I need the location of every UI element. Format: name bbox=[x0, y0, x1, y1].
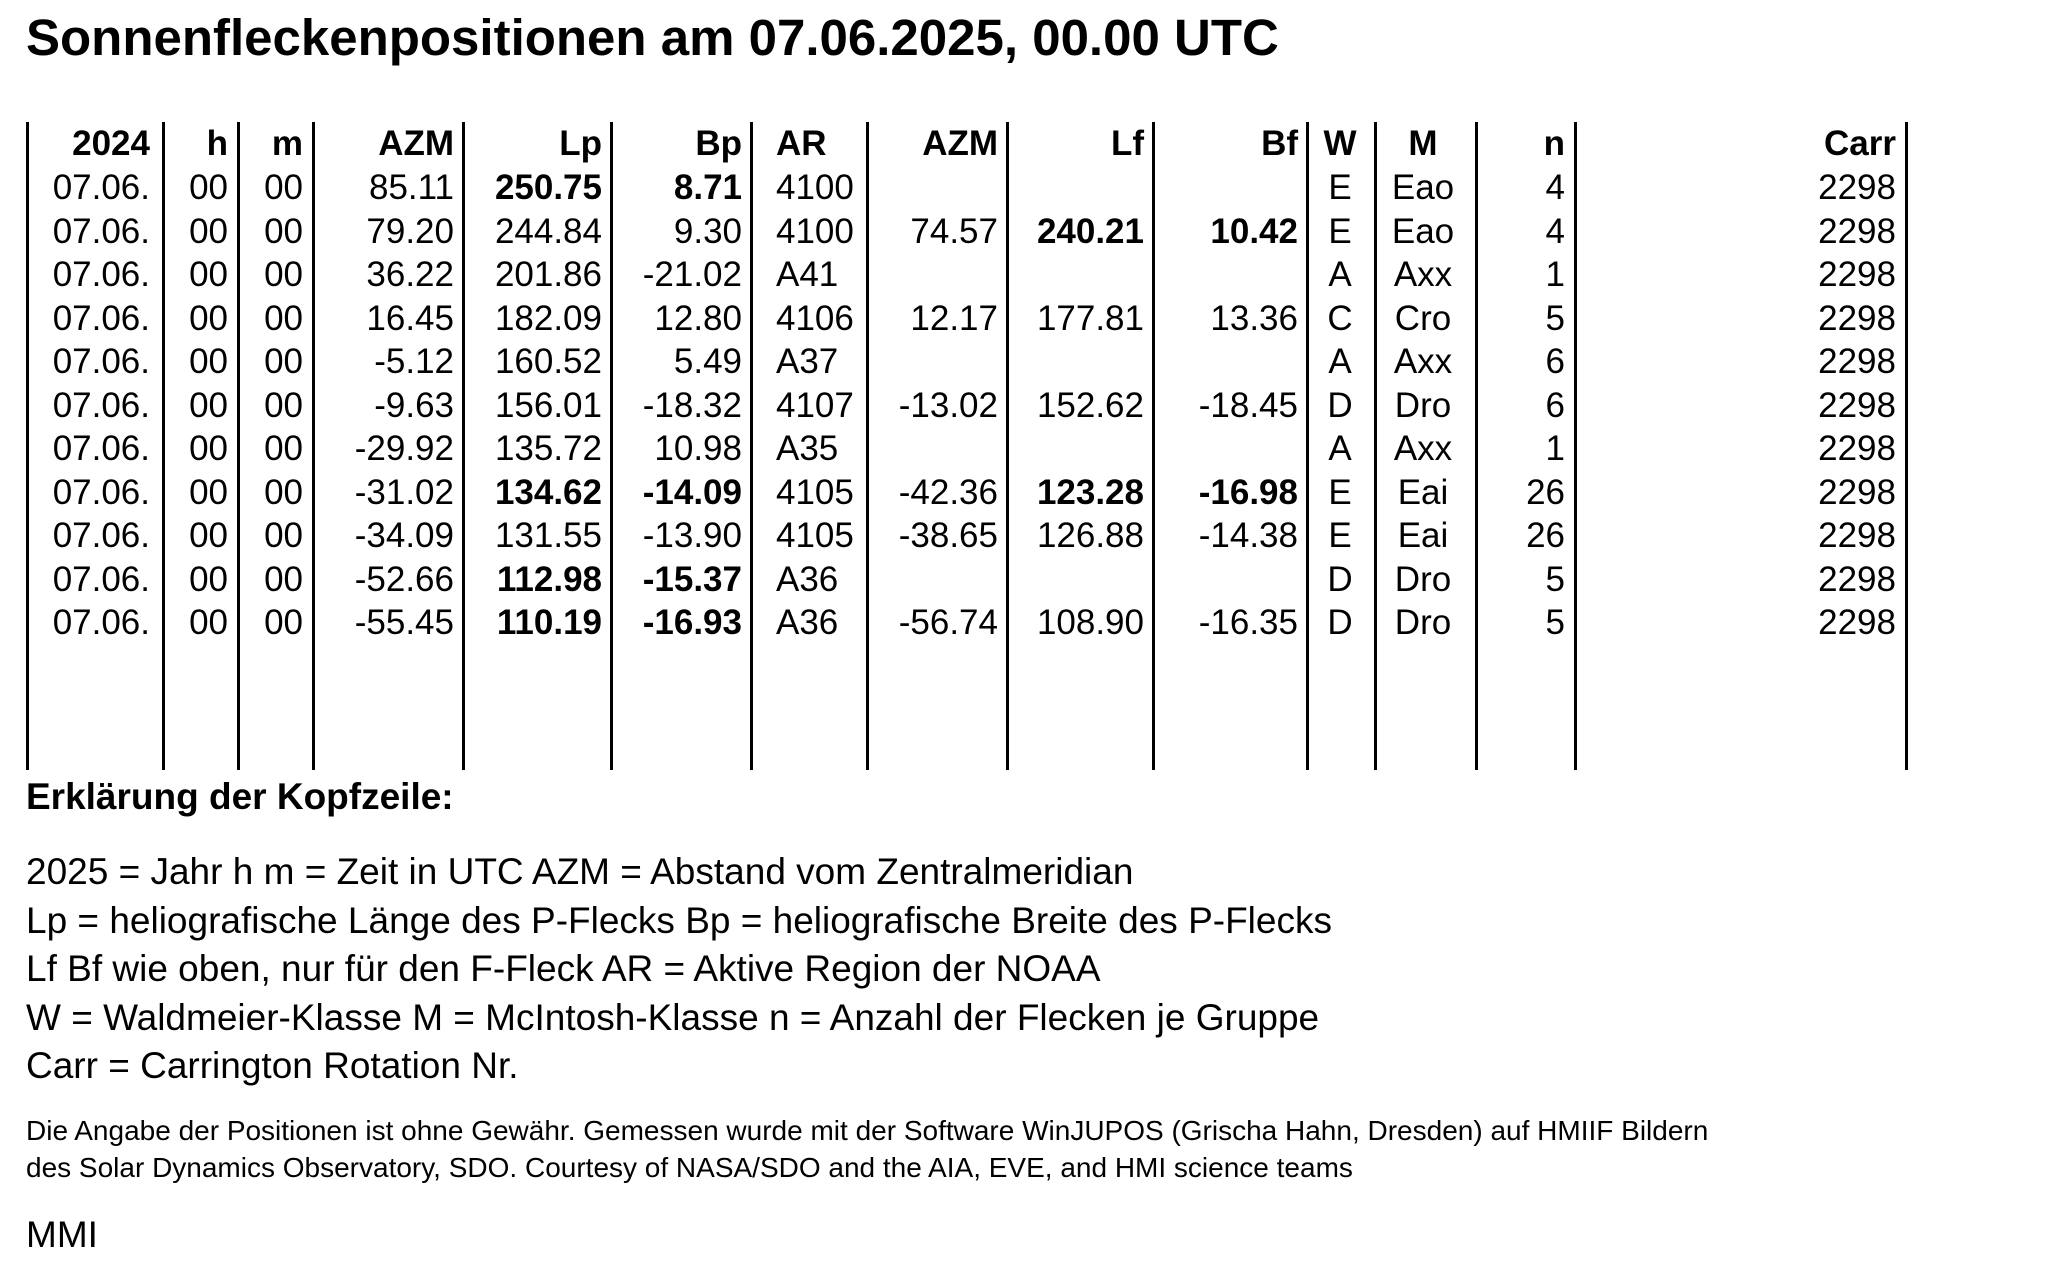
cell-ar: 4100 bbox=[776, 168, 854, 207]
header-azm-p: AZM bbox=[378, 124, 454, 163]
cell-date: 07.06. bbox=[52, 298, 150, 338]
header-bf: Bf bbox=[1261, 124, 1298, 163]
cell-lp: 160.52 bbox=[494, 342, 602, 381]
cell-ar: 4105 bbox=[776, 516, 854, 555]
cell-bf: -18.45 bbox=[1198, 385, 1298, 425]
table-row bbox=[26, 253, 1926, 296]
table-row bbox=[26, 558, 1926, 601]
cell-azm-f: -13.02 bbox=[898, 385, 998, 425]
legend-line: 2025 = Jahr h m = Zeit in UTC AZM = Abstand vom Zentralmeridian bbox=[26, 851, 1134, 892]
cell-minute: 00 bbox=[264, 559, 303, 599]
cell-azm-p: 85.11 bbox=[369, 168, 454, 207]
cell-bp: 9.30 bbox=[673, 211, 742, 251]
table-header-row bbox=[26, 122, 1926, 165]
header-waldmeier: W bbox=[1323, 124, 1357, 163]
cell-minute: 00 bbox=[264, 211, 303, 251]
cell-count: 5 bbox=[1545, 298, 1565, 338]
cell-mcintosh: Cro bbox=[1394, 298, 1452, 338]
cell-carrington: 2298 bbox=[1818, 298, 1896, 338]
cell-ar: 4100 bbox=[776, 211, 854, 251]
cell-mcintosh: Axx bbox=[1393, 342, 1453, 381]
cell-date: 07.06. bbox=[52, 211, 150, 251]
cell-lf: 123.28 bbox=[1036, 472, 1144, 512]
disclaimer-line: Die Angabe der Positionen ist ohne Gewähr. Gemessen wurde mit der Software WinJUPOS (Grischa Hahn, Dresden) auf HMIIF Bildern bbox=[26, 1115, 1709, 1146]
cell-mcintosh: Axx bbox=[1393, 429, 1453, 468]
cell-lf: 152.62 bbox=[1036, 385, 1144, 425]
cell-azm-f: 12.17 bbox=[910, 298, 998, 338]
cell-waldmeier: A bbox=[1328, 429, 1352, 468]
cell-waldmeier: E bbox=[1328, 516, 1352, 555]
cell-bf: 13.36 bbox=[1210, 298, 1298, 338]
cell-azm-f: 74.57 bbox=[910, 211, 998, 251]
cell-carrington: 2298 bbox=[1818, 603, 1896, 642]
cell-hour: 00 bbox=[189, 429, 228, 468]
table-row bbox=[26, 166, 1926, 209]
cell-mcintosh: Axx bbox=[1393, 255, 1453, 294]
cell-date: 07.06. bbox=[52, 429, 150, 468]
cell-waldmeier: D bbox=[1327, 559, 1353, 599]
cell-hour: 00 bbox=[189, 516, 228, 555]
cell-azm-p: -9.63 bbox=[374, 385, 454, 425]
cell-azm-f: -42.36 bbox=[898, 472, 998, 512]
cell-carrington: 2298 bbox=[1818, 385, 1896, 425]
cell-ar: 4105 bbox=[776, 472, 854, 512]
cell-waldmeier: D bbox=[1327, 385, 1353, 425]
cell-waldmeier: A bbox=[1328, 342, 1352, 381]
cell-count: 5 bbox=[1545, 559, 1565, 599]
cell-lp: 182.09 bbox=[494, 298, 602, 338]
header-date: 2024 bbox=[72, 124, 150, 163]
cell-bp: -21.02 bbox=[642, 255, 742, 294]
cell-count: 1 bbox=[1545, 429, 1565, 468]
table-row bbox=[26, 340, 1926, 383]
cell-minute: 00 bbox=[264, 342, 303, 381]
cell-lf: 108.90 bbox=[1036, 603, 1144, 642]
header-ar: AR bbox=[776, 124, 827, 163]
cell-ar: A35 bbox=[776, 429, 839, 468]
table-row bbox=[26, 210, 1926, 253]
cell-waldmeier: A bbox=[1328, 255, 1352, 294]
disclaimer bbox=[26, 1112, 2036, 1186]
cell-ar: 4106 bbox=[776, 298, 854, 338]
cell-lp: 110.19 bbox=[496, 603, 602, 642]
header-lp: Lp bbox=[559, 124, 602, 163]
cell-azm-p: -34.09 bbox=[354, 516, 454, 555]
header-hour: h bbox=[206, 124, 228, 163]
cell-bp: 8.71 bbox=[673, 168, 742, 207]
cell-bp: 5.49 bbox=[673, 342, 742, 381]
cell-date: 07.06. bbox=[52, 385, 150, 425]
cell-azm-f: -56.74 bbox=[898, 603, 998, 642]
cell-minute: 00 bbox=[264, 472, 303, 512]
cell-carrington: 2298 bbox=[1818, 255, 1896, 294]
table-row bbox=[26, 297, 1926, 340]
table-row bbox=[26, 471, 1926, 514]
cell-azm-p: -29.92 bbox=[354, 429, 454, 468]
table-row bbox=[26, 601, 1926, 644]
cell-bp: 12.80 bbox=[654, 298, 742, 338]
cell-mcintosh: Dro bbox=[1394, 559, 1452, 599]
cell-count: 4 bbox=[1545, 211, 1565, 251]
cell-date: 07.06. bbox=[52, 342, 150, 381]
cell-carrington: 2298 bbox=[1818, 168, 1896, 207]
cell-lp: 250.75 bbox=[494, 168, 602, 207]
cell-azm-p: 16.45 bbox=[366, 298, 454, 338]
cell-ar: A41 bbox=[776, 255, 839, 294]
cell-lp: 112.98 bbox=[496, 559, 602, 599]
cell-date: 07.06. bbox=[52, 559, 150, 599]
signature: MMI bbox=[26, 1214, 98, 1255]
legend-line: W = Waldmeier-Klasse M = McIntosh-Klasse n = Anzahl der Flecken je Gruppe bbox=[26, 996, 1320, 1038]
header-bp: Bp bbox=[695, 124, 742, 163]
cell-lp: 134.62 bbox=[494, 472, 602, 512]
cell-hour: 00 bbox=[189, 603, 228, 642]
cell-bp: -14.09 bbox=[642, 472, 742, 512]
cell-ar: A37 bbox=[776, 342, 839, 381]
cell-hour: 00 bbox=[189, 472, 228, 512]
cell-bp: -16.93 bbox=[642, 603, 742, 642]
cell-waldmeier: E bbox=[1328, 472, 1352, 512]
cell-azm-p: -55.45 bbox=[354, 603, 454, 642]
cell-ar: A36 bbox=[776, 559, 839, 599]
cell-mcintosh: Dro bbox=[1394, 603, 1452, 642]
cell-lf: 177.81 bbox=[1036, 298, 1144, 338]
cell-azm-p: -52.66 bbox=[354, 559, 454, 599]
cell-hour: 00 bbox=[189, 211, 228, 251]
cell-waldmeier: C bbox=[1327, 298, 1353, 338]
cell-lf: 240.21 bbox=[1036, 211, 1144, 251]
cell-lp: 135.72 bbox=[494, 429, 602, 468]
cell-mcintosh: Eai bbox=[1397, 472, 1449, 512]
cell-azm-p: 36.22 bbox=[366, 255, 454, 294]
cell-minute: 00 bbox=[264, 516, 303, 555]
cell-count: 5 bbox=[1545, 603, 1565, 642]
cell-minute: 00 bbox=[264, 255, 303, 294]
cell-minute: 00 bbox=[264, 429, 303, 468]
header-azm-f: AZM bbox=[922, 124, 998, 163]
cell-bp: -15.37 bbox=[642, 559, 742, 599]
cell-ar: 4107 bbox=[776, 385, 854, 425]
cell-hour: 00 bbox=[189, 168, 228, 207]
legend-line: Carr = Carrington Rotation Nr. bbox=[26, 1045, 519, 1086]
cell-lp: 201.86 bbox=[494, 255, 602, 294]
cell-lp: 156.01 bbox=[494, 385, 602, 425]
cell-waldmeier: E bbox=[1328, 211, 1352, 251]
cell-carrington: 2298 bbox=[1818, 472, 1896, 512]
sunspot-table bbox=[26, 122, 1926, 770]
cell-mcintosh: Eao bbox=[1391, 211, 1455, 251]
cell-count: 6 bbox=[1545, 342, 1565, 381]
cell-carrington: 2298 bbox=[1818, 516, 1896, 555]
table-row bbox=[26, 514, 1926, 557]
legend-line: Lf Bf wie oben, nur für den F-Fleck AR = Aktive Region der NOAA bbox=[26, 948, 1101, 989]
cell-carrington: 2298 bbox=[1818, 429, 1896, 468]
cell-carrington: 2298 bbox=[1818, 211, 1896, 251]
cell-date: 07.06. bbox=[52, 516, 150, 555]
cell-hour: 00 bbox=[189, 255, 228, 294]
cell-date: 07.06. bbox=[52, 255, 150, 294]
disclaimer-line: des Solar Dynamics Observatory, SDO. Courtesy of NASA/SDO and the AIA, EVE, and HMI science teams bbox=[26, 1152, 1353, 1183]
cell-ar: A36 bbox=[776, 603, 839, 642]
cell-count: 6 bbox=[1545, 385, 1565, 425]
cell-carrington: 2298 bbox=[1818, 342, 1896, 381]
legend bbox=[26, 848, 1332, 1091]
legend-title: Erklärung der Kopfzeile: bbox=[26, 776, 454, 817]
cell-date: 07.06. bbox=[52, 603, 150, 642]
cell-bp: -13.90 bbox=[642, 516, 742, 555]
cell-bp: -18.32 bbox=[642, 385, 742, 425]
cell-bf: -16.98 bbox=[1198, 472, 1298, 512]
cell-count: 1 bbox=[1545, 255, 1565, 294]
cell-azm-p: 79.20 bbox=[366, 211, 454, 251]
cell-mcintosh: Eai bbox=[1397, 516, 1449, 555]
cell-mcintosh: Dro bbox=[1394, 385, 1452, 425]
cell-bf: 10.42 bbox=[1210, 211, 1298, 251]
cell-waldmeier: D bbox=[1327, 603, 1353, 642]
cell-count: 4 bbox=[1545, 168, 1565, 207]
header-mcintosh: M bbox=[1408, 124, 1438, 163]
header-count: n bbox=[1543, 124, 1565, 163]
cell-date: 07.06. bbox=[52, 168, 150, 207]
cell-bp: 10.98 bbox=[654, 429, 742, 468]
cell-hour: 00 bbox=[189, 298, 228, 338]
legend-line: Lp = heliografische Länge des P-Flecks Bp = heliografische Breite des P-Flecks bbox=[26, 899, 1332, 941]
cell-lp: 244.84 bbox=[494, 211, 602, 251]
cell-minute: 00 bbox=[264, 385, 303, 425]
table-row bbox=[26, 427, 1926, 470]
cell-date: 07.06. bbox=[52, 472, 150, 512]
cell-hour: 00 bbox=[189, 385, 228, 425]
table-row bbox=[26, 384, 1926, 427]
cell-minute: 00 bbox=[264, 168, 303, 207]
cell-bf: -16.35 bbox=[1198, 603, 1298, 642]
cell-azm-p: -5.12 bbox=[374, 342, 454, 381]
cell-azm-p: -31.02 bbox=[354, 472, 454, 512]
cell-count: 26 bbox=[1526, 472, 1565, 512]
header-minute: m bbox=[271, 124, 303, 163]
cell-hour: 00 bbox=[189, 559, 228, 599]
page-title: Sonnenfleckenpositionen am 07.06.2025, 00.00 UTC bbox=[26, 9, 1279, 66]
cell-lp: 131.55 bbox=[494, 516, 602, 555]
cell-mcintosh: Eao bbox=[1391, 168, 1455, 207]
cell-minute: 00 bbox=[264, 298, 303, 338]
header-carrington: Carr bbox=[1824, 124, 1896, 163]
header-lf: Lf bbox=[1110, 124, 1144, 163]
cell-carrington: 2298 bbox=[1818, 559, 1896, 599]
cell-hour: 00 bbox=[189, 342, 228, 381]
cell-minute: 00 bbox=[264, 603, 303, 642]
cell-azm-f: -38.65 bbox=[898, 516, 998, 555]
cell-waldmeier: E bbox=[1328, 168, 1352, 207]
cell-count: 26 bbox=[1526, 516, 1565, 555]
cell-lf: 126.88 bbox=[1036, 516, 1144, 555]
cell-bf: -14.38 bbox=[1198, 516, 1298, 555]
